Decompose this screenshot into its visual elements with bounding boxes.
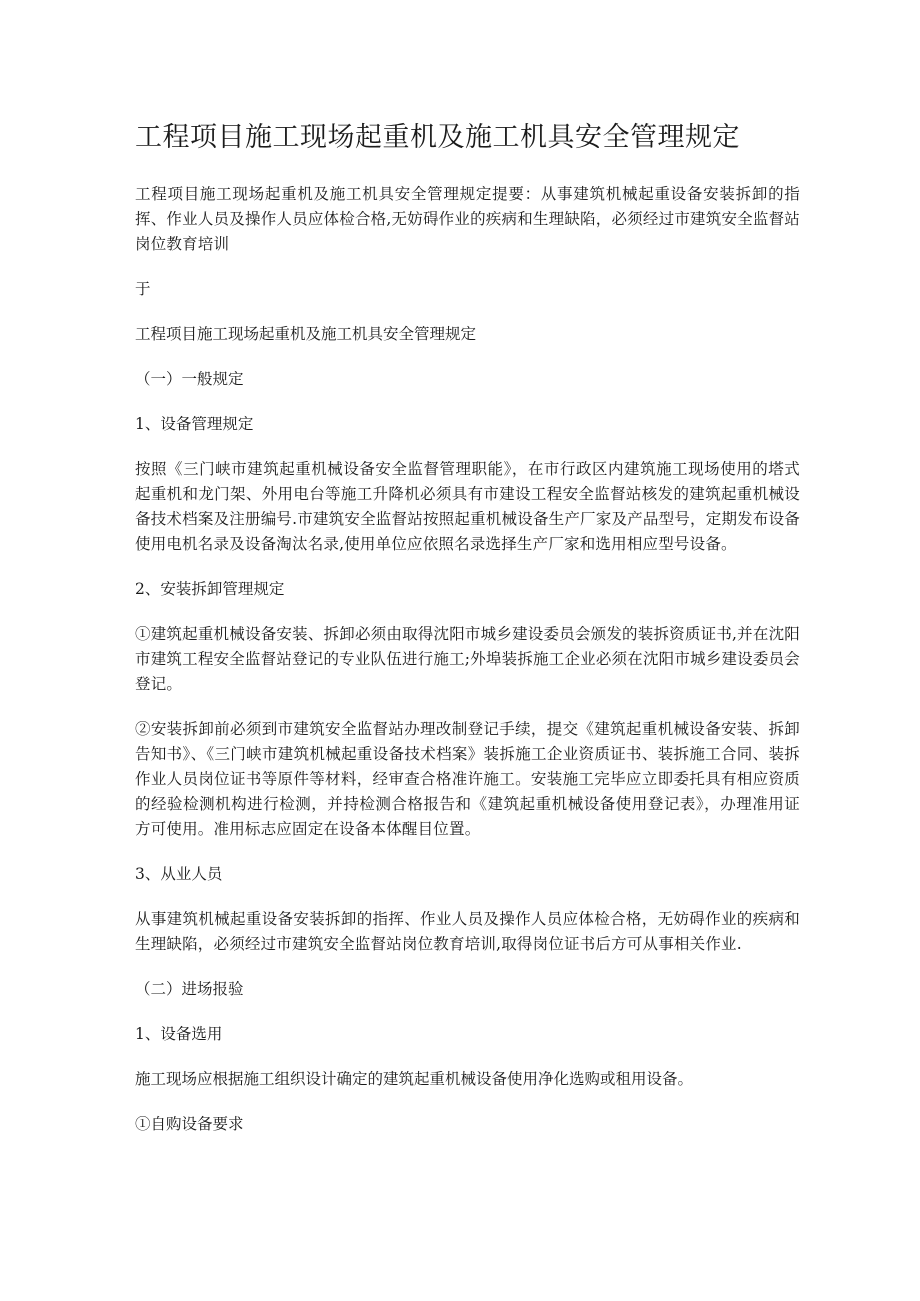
summary-paragraph: 工程项目施工现场起重机及施工机具安全管理规定提要：从事建筑机械起重设备安装拆卸的指挥、作业人员及操作人员应体检合格,无妨碍作业的疾病和生理缺陷，必须经过市建筑安全监督站岗位教育培训	[135, 185, 800, 253]
equipment-selection-paragraph: 施工现场应根据施工组织设计确定的建筑起重机械设备使用净化选购或租用设备。	[135, 1070, 694, 1088]
item-heading-equipment-selection: 1、设备选用	[135, 1025, 223, 1043]
section-heading-inspection: （二）进场报验	[135, 980, 244, 998]
personnel-paragraph: 从事建筑机械起重设备安装拆卸的指挥、作业人员及操作人员应体检合格，无妨碍作业的疾病和生理缺陷，必须经过市建筑安全监督站岗位教育培训,取得岗位证书后方可从事相关作业.	[135, 910, 800, 953]
item-heading-installation: 2、安装拆卸管理规定	[135, 580, 285, 598]
document-page	[135, 118, 800, 1157]
item-heading-equipment-management: 1、设备管理规定	[135, 415, 254, 433]
installation-paragraph-1: ①建筑起重机械设备安装、拆卸必须由取得沈阳市城乡建设委员会颁发的装拆资质证书,并在沈阳市建筑工程安全监督站登记的专业队伍进行施工;外埠装拆施工企业必须在沈阳市城乡建设委员会登记。	[135, 625, 800, 693]
section-heading-general: （一）一般规定	[135, 370, 244, 388]
installation-paragraph-2: ②安装拆卸前必须到市建筑安全监督站办理改制登记手续，提交《建筑起重机械设备安装、拆卸告知书》、《三门峡市建筑机械起重设备技术档案》装拆施工企业资质证书、装拆施工合同、装拆作业人员岗位证书等原件等材料，经审查合格准许施工。安装施工完毕应立即委托具有相应资质的经验检测机构进行检测，并持检测合格报告和《建筑起重机械设备使用登记表》，办理准用证方可使用。准用标志应固定在设备本体醒目位置。	[135, 720, 800, 838]
document-title: 工程项目施工现场起重机及施工机具安全管理规定	[135, 122, 740, 153]
self-purchase-requirements: ①自购设备要求	[135, 1115, 244, 1133]
item-heading-personnel: 3、从业人员	[135, 865, 223, 883]
stray-character: 于	[135, 280, 151, 298]
subtitle: 工程项目施工现场起重机及施工机具安全管理规定	[135, 325, 477, 343]
equipment-management-paragraph: 按照《三门峡市建筑起重机械设备安全监督管理职能》，在市行政区内建筑施工现场使用的塔式起重机和龙门架、外用电台等施工升降机必须具有市建设工程安全监督站核发的建筑起重机械设备技术档案及注册编号.市建筑安全监督站按照起重机械设备生产厂家及产品型号，定期发布设备使用电机名录及设备淘汰名录,使用单位应依照名录选择生产厂家和选用相应型号设备。	[135, 460, 800, 553]
